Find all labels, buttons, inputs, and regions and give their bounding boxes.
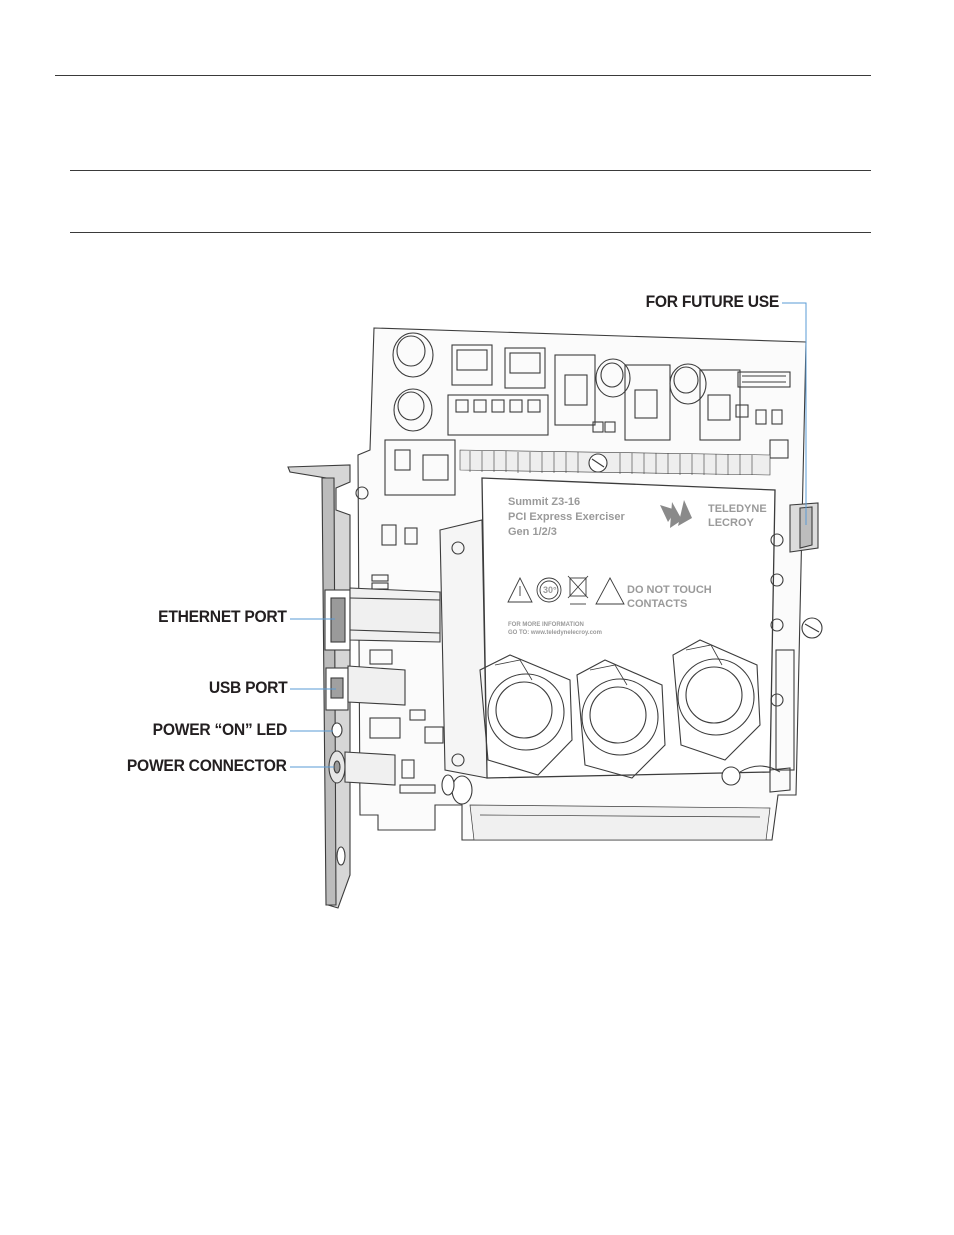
callout-usb-port: USB PORT [208,678,287,697]
usb-port-graphic [326,666,405,710]
product-name-line1: Summit Z3-16 [508,496,581,508]
power-led-graphic [332,723,342,737]
ethernet-port-graphic [325,588,440,650]
warning-text-line2: CONTACTS [627,598,688,610]
power-connector-graphic [329,751,395,785]
warning-text-line1: DO NOT TOUCH [627,584,712,596]
temperature-badge: 30° [543,585,557,595]
brand-name-line1: TELEDYNE [708,503,767,515]
info-text-line1: FOR MORE INFORMATION [508,622,584,628]
info-text-line2: GO TO: www.teledynelecroy.com [508,630,602,636]
callout-power-on-led: POWER “ON” LED [152,720,287,739]
product-name-line2: PCI Express Exerciser [508,511,625,523]
edge-connector [470,805,770,840]
future-use-connector [790,503,818,552]
callout-ethernet-port: ETHERNET PORT [158,607,287,626]
brand-name-line2: LECROY [708,517,754,529]
callout-for-future-use: FOR FUTURE USE [645,292,779,311]
product-name-line3: Gen 1/2/3 [508,526,557,538]
callout-power-connector: POWER CONNECTOR [127,756,287,775]
